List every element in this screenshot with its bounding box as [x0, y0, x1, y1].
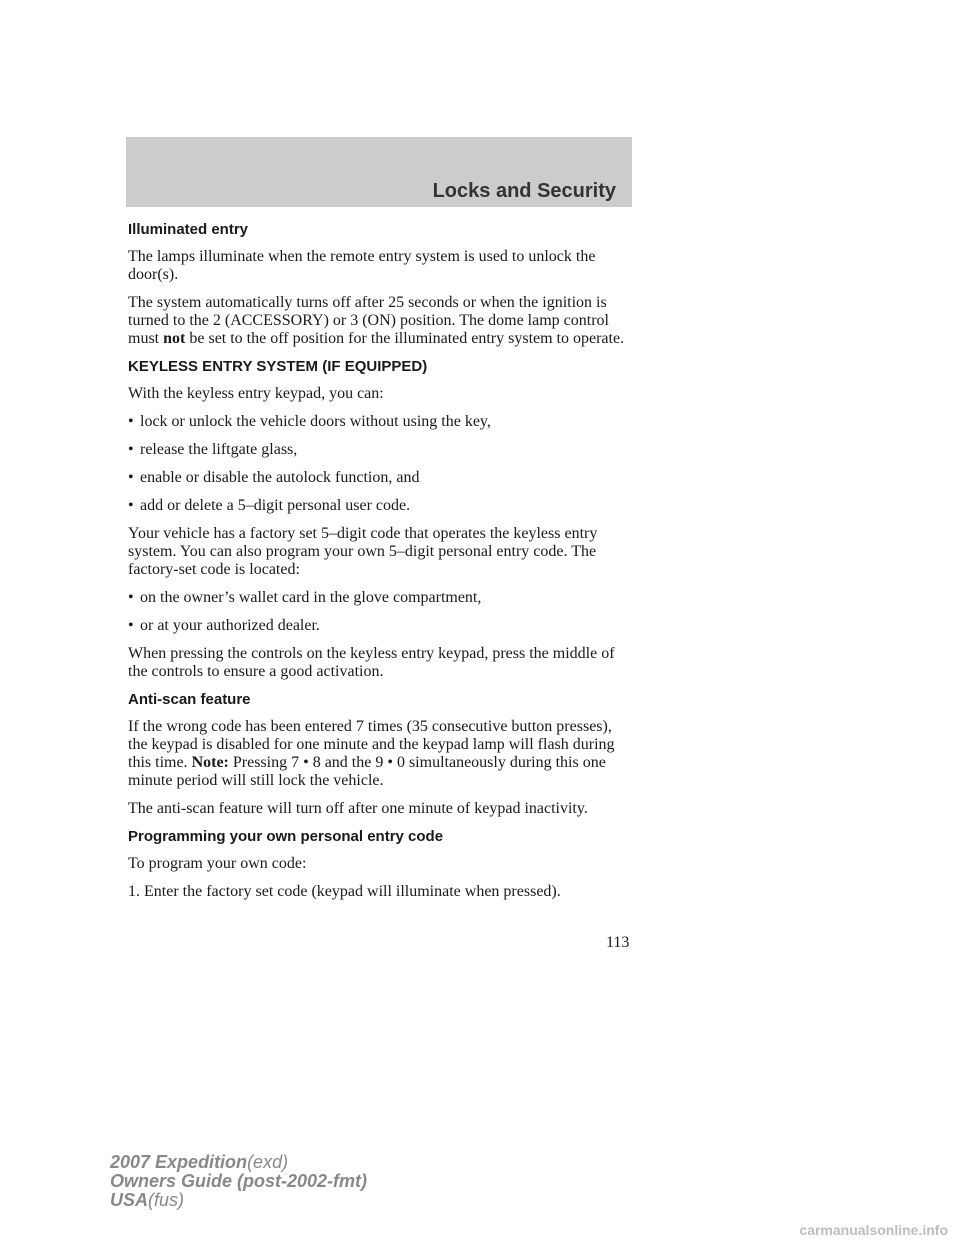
- bullet-icon: •: [128, 589, 134, 606]
- watermark: carmanualsonline.info: [799, 1222, 948, 1238]
- bullet-icon: •: [128, 497, 134, 514]
- note-label: Note:: [191, 754, 229, 771]
- section-header-band: [126, 137, 632, 207]
- keypad-functions-list: [128, 413, 634, 515]
- heading-anti-scan: Anti-scan feature: [128, 691, 251, 708]
- list-item: • or at your authorized dealer.: [128, 617, 320, 634]
- emphasis-not: not: [163, 330, 186, 347]
- paragraph: The system automatically turns off after 25 seconds or when the ignition is turned to the 2 (ACCESSORY) or 3 (ON) position. The dome lamp control must not be set to the off position for the illuminated entry system to operate.: [128, 294, 625, 347]
- section-title: Locks and Security: [432, 180, 616, 202]
- bullet-icon: •: [128, 617, 134, 634]
- list-item: • release the liftgate glass,: [128, 441, 298, 458]
- heading-keyless-entry: KEYLESS ENTRY SYSTEM (IF EQUIPPED): [128, 358, 428, 375]
- heading-programming: Programming your own personal entry code: [128, 828, 444, 845]
- paragraph: The lamps illuminate when the remote entry system is used to unlock the door(s).: [128, 248, 596, 283]
- list-item: • on the owner’s wallet card in the glove compartment,: [128, 589, 482, 606]
- list-item: • add or delete a 5–digit personal user code.: [128, 497, 411, 514]
- page-content: [128, 221, 634, 911]
- bullet-icon: •: [128, 413, 134, 430]
- list-item: • enable or disable the autolock function, and: [128, 469, 420, 486]
- paragraph: If the wrong code has been entered 7 times (35 consecutive button presses), the keypad is disabled for one minute and the keypad lamp will flash during this time. Note: Pressing 7 • 8 and the 9 • 0 simultaneously during this one minute period will still lock the vehicle.: [128, 718, 615, 789]
- footer-doc-info: 2007 Expedition(exd) Owners Guide (post-2002-fmt) USA(fus): [110, 1152, 368, 1210]
- page-number: 113: [606, 934, 630, 951]
- paragraph: The anti-scan feature will turn off after one minute of keypad inactivity.: [128, 800, 588, 817]
- paragraph: Your vehicle has a factory set 5–digit code that operates the keyless entry system. You can also program your own 5–digit personal entry code. The factory-set code is located:: [128, 525, 598, 578]
- paragraph: With the keyless entry keypad, you can:: [128, 385, 384, 402]
- paragraph: To program your own code:: [128, 855, 307, 872]
- code-location-list: [128, 589, 634, 635]
- heading-illuminated-entry: Illuminated entry: [128, 221, 249, 238]
- step-1: 1. Enter the factory set code (keypad will illuminate when pressed).: [128, 883, 561, 900]
- bullet-icon: •: [128, 441, 134, 458]
- paragraph: When pressing the controls on the keyless entry keypad, press the middle of the controls to ensure a good activation.: [128, 645, 615, 680]
- list-item: • lock or unlock the vehicle doors without using the key,: [128, 413, 491, 430]
- bullet-icon: •: [128, 469, 134, 486]
